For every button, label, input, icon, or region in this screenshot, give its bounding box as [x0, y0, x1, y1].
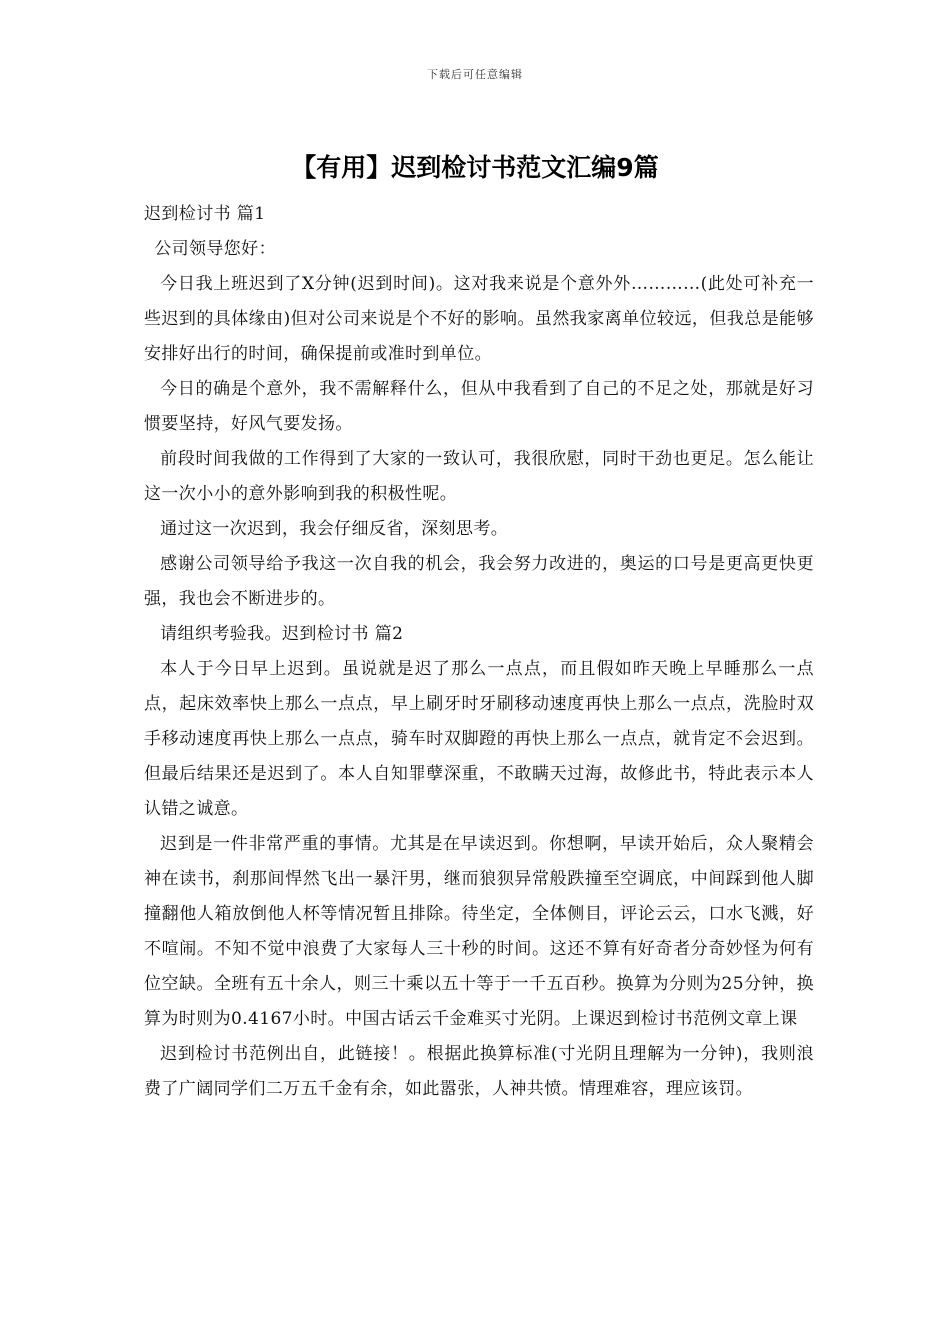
body-paragraph: 感谢公司领导给予我这一次自我的机会，我会努力改进的，奥运的口号是更高更快更强，我也会不断进步的。: [144, 554, 814, 609]
body-paragraph: 通过这一次迟到，我会仔细反省，深刻思考。: [160, 519, 509, 539]
body-paragraph: 迟到检讨书范例出自，此链接！。根据此换算标准(寸光阴且理解为一分钟)，我则浪费了广阔同学们二万五千金有余，如此嚣张，人神共愤。情理难容，理应该罚。: [144, 1044, 814, 1099]
document-body: [144, 197, 814, 1107]
section-heading: 迟到检讨书 篇1: [144, 204, 266, 224]
document-title: 【有用】迟到检讨书范文汇编9篇: [291, 153, 659, 182]
greeting-line: 公司领导您好：: [154, 239, 276, 259]
body-paragraph: 今日的确是个意外，我不需解释什么，但从中我看到了自己的不足之处，那就是好习惯要坚持，好风气要发扬。: [144, 379, 814, 434]
body-paragraph: 本人于今日早上迟到。虽说就是迟了那么一点点，而且假如昨天晚上早睡那么一点点，起床效率快上那么一点点，早上刷牙时牙刷移动速度再快上那么一点点，洗脸时双手移动速度再快上那么一点点，骑车时双脚蹬的再快上那么一点点，就肯定不会迟到。但最后结果还是迟到了。本人自知罪孽深重，不敢瞒天过海，故修此书，特此表示本人认错之诚意。: [144, 659, 814, 819]
body-paragraph: 今日我上班迟到了X分钟(迟到时间)。这对我来说是个意外外…………(此处可补充一些迟到的具体缘由)但对公司来说是个不好的影响。虽然我家离单位较远，但我总是能够安排好出行的时间，确保提前或准时到单位。: [144, 274, 814, 364]
body-paragraph: 前段时间我做的工作得到了大家的一致认可，我很欣慰，同时干劲也更足。怎么能让这一次小小的意外影响到我的积极性呢。: [144, 449, 814, 504]
body-paragraph: 请组织考验我。迟到检讨书 篇2: [160, 624, 404, 644]
body-paragraph: 迟到是一件非常严重的事情。尤其是在早读迟到。你想啊，早读开始后，众人聚精会神在读书，刹那间悍然飞出一暴汗男，继而狼狈异常般跌撞至空调底，中间踩到他人脚撞翻他人箱放倒他人杯等情况暂且排除。待坐定，全体侧目，评论云云，口水飞溅，好不喧闹。不知不觉中浪费了大家每人三十秒的时间。这还不算有好奇者分奇妙怪为何有位空缺。全班有五十余人，则三十乘以五十等于一千五百秒。换算为分则为25分钟，换算为时则为0.4167小时。中国古话云千金难买寸光阴。上课迟到检讨书范例文章上课: [144, 834, 814, 1029]
header-note: 下载后可任意编辑: [427, 68, 523, 81]
